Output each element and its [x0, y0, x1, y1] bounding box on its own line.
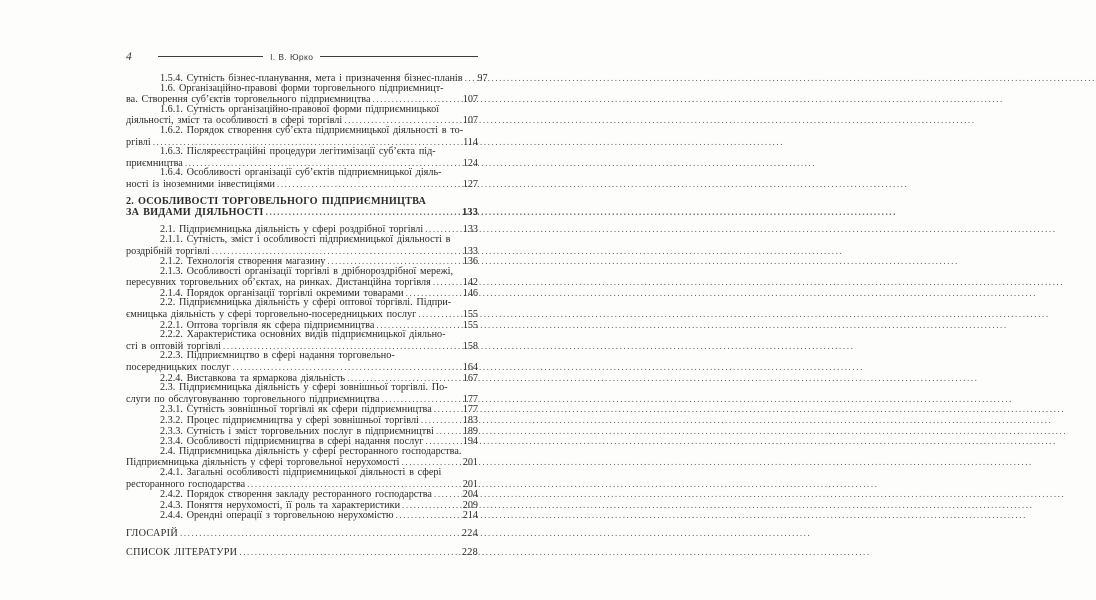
toc-page-ref: 158 [462, 340, 478, 352]
toc-item-entry [126, 84, 478, 105]
toc-item-entry [126, 330, 478, 351]
toc-line [126, 126, 478, 137]
toc-entry-text: 2.2. Підприємницька діяльність у сфері оптової торгівлі. Підпри- [160, 297, 452, 309]
toc-entry-text: 2.1. Підприємницька діяльність у сфері роздрібної торгівлі [160, 224, 424, 236]
toc-entry-text: 2.3.3. Сутність і зміст торговельних послуг в підприємництві [160, 425, 434, 437]
toc-line [126, 447, 478, 458]
toc-line [126, 147, 478, 158]
running-head-group [158, 52, 478, 62]
dot-leader [396, 510, 461, 522]
toc-line [126, 207, 478, 218]
running-head-author: І. В. Юрко [270, 51, 314, 62]
toc-page-ref: 228 [461, 546, 478, 558]
toc-page-ref: 155 [462, 319, 478, 331]
toc-line [126, 235, 478, 246]
toc-page-ref: 146 [462, 287, 478, 299]
toc-line [126, 489, 478, 500]
toc-page-ref: 177 [462, 393, 478, 405]
toc-line [126, 415, 478, 426]
toc-line [126, 330, 478, 341]
toc-entry-text: 1.6.2. Порядок створення суб’єкта підприємницької діяльності в то- [160, 124, 464, 136]
toc-item-entry [126, 105, 478, 126]
toc-line [126, 277, 478, 288]
toc-entry-text: 2.3.1. Сутність зовнішньої торгівлі як сфери підприємництва [160, 404, 432, 416]
toc-line [126, 298, 478, 309]
toc-entry-text: 2.2.2. Характеристика основних видів підприємницької діяльно- [160, 329, 446, 341]
toc-entry-text: ЗА ВИДАМИ ДІЯЛЬНОСТІ [126, 206, 264, 218]
toc-entry-text: 2.2.1. Оптова торгівля як сфера підприємництва [160, 319, 375, 331]
toc-page-ref: 201 [462, 478, 478, 490]
toc-item-entry [126, 404, 478, 415]
toc-page-ref: 189 [462, 425, 478, 437]
toc-entry-text: 2.4.4. Орендні операції з торговельною нерухомістю [160, 510, 394, 522]
running-header [126, 50, 478, 63]
toc-entry-text: 2.1.4. Порядок організації торгівлі окремими товарами [160, 287, 404, 299]
toc-line [126, 468, 478, 479]
toc-page-ref: 136 [462, 256, 478, 268]
toc-line [126, 168, 478, 179]
toc-line [126, 179, 478, 190]
toc-item-entry [126, 267, 478, 288]
toc-item-entry [126, 235, 478, 256]
toc-entry-text: 2.2.3. Підприємництво в сфері надання торговельно- [160, 350, 395, 362]
toc-entry-text: пересувних торговельних об’єктах, на ринках. Дистанційна торгівля [126, 277, 431, 289]
toc-entry-text: 2.1.3. Особливості організації торгівлі в дрібнороздрібної мережі, [160, 265, 454, 277]
toc-page-ref: 224 [461, 528, 478, 540]
toc-entry-text: 2.3. Підприємницька діяльність у сфері зовнішньої торгівлі. По- [160, 382, 448, 394]
table-of-contents [126, 73, 488, 558]
toc-page-ref: 214 [462, 510, 478, 522]
toc-page-ref: 133 [462, 224, 478, 236]
toc-entry-text: діяльності, зміст та особливості в сфері торгівлі [126, 115, 343, 127]
toc-line [126, 84, 478, 95]
toc-page-ref: 107 [462, 115, 478, 127]
toc-line [126, 528, 478, 539]
toc-entry-text: приємництва [126, 157, 183, 169]
toc-line [126, 383, 478, 394]
toc-page-ref: 177 [462, 404, 478, 416]
toc-entry-text: 2. ОСОБЛИВОСТІ ТОРГОВЕЛЬНОГО ПІДПРИЄМНИЦТВА [126, 195, 427, 207]
toc-page-ref: 124 [462, 157, 478, 169]
toc-line [126, 394, 478, 405]
dot-leader [180, 528, 460, 540]
toc-entry-text: роздрібній торгівлі [126, 245, 210, 257]
toc-entry-text: 1.6. Організаційно-правові форми торговельного підприємницт- [160, 82, 444, 94]
toc-item-entry [126, 351, 478, 372]
toc-entry-text: СПИСОК ЛІТЕРАТУРИ [126, 546, 238, 558]
toc-item-entry [126, 168, 478, 189]
toc-line [126, 500, 478, 511]
toc-line [126, 426, 478, 437]
toc-line [126, 404, 478, 415]
toc-page-ref: 114 [463, 136, 478, 148]
toc-line [126, 267, 478, 278]
toc-entry-text: 1.6.3. Післяреєстраційні процедури легітимізації суб’єкта під- [160, 146, 436, 158]
toc-entry-text: 2.4.1. Загальні особливості підприємницької діяльності в сфері [160, 466, 442, 478]
toc-page-ref: 133 [462, 206, 478, 218]
toc-entry-text: 2.3.4. Особливості підприємництва в сфері надання послуг [160, 436, 424, 448]
dot-leader [239, 547, 459, 559]
page-number: 4 [126, 50, 132, 63]
toc-entry-text: 1.5.4. Сутність бізнес-планування, мета і призначення бізнес-планів [160, 73, 463, 84]
toc-entry-text: 2.1.2. Технологія створення магазину [160, 256, 326, 268]
toc-entry-text: 2.1.1. Сутність, зміст і особливості підприємницької діяльності в [160, 233, 451, 245]
toc-page-ref: 155 [462, 309, 478, 321]
dot-leader [266, 207, 461, 218]
toc-item-entry [126, 426, 478, 437]
toc-item-entry [126, 383, 478, 404]
toc-line [126, 196, 478, 207]
toc-line [126, 547, 478, 558]
toc-page-ref: 107 [462, 94, 478, 106]
toc-line [126, 105, 478, 116]
toc-item-entry [126, 500, 478, 511]
toc-item-entry [126, 126, 478, 147]
toc-entry-text: 2.4.2. Порядок створення закладу ресторанного господарства [160, 489, 432, 501]
toc-page-ref: 209 [462, 499, 478, 511]
toc-page-ref: 127 [462, 178, 478, 190]
toc-page-ref: 142 [462, 277, 478, 289]
toc-entry-text: ємницька діяльність у сфері торговельно-посередницьких послуг [126, 309, 417, 321]
toc-entry-text: ГЛОСАРІЙ [126, 528, 178, 540]
toc-page-ref: 164 [462, 362, 478, 374]
toc-item-entry [126, 298, 478, 319]
toc-page-ref: 194 [462, 436, 478, 448]
toc-item-backmatter [126, 547, 478, 558]
toc-entry-text: ва. Створення суб’єктів торговельного підприємництва [126, 94, 371, 106]
toc-entry-text: 2.4.3. Поняття нерухомості, її роль та характеристики [160, 499, 401, 511]
dot-leader [277, 179, 461, 191]
toc-item-entry [126, 147, 478, 168]
toc-entry-text: 2.4. Підприємницька діяльність у сфері ресторанного господарства. [160, 445, 462, 457]
header-rule-left [158, 56, 263, 57]
toc-entry-text: слуги по обслуговуванню торговельного підприємництва [126, 393, 380, 405]
toc-entry-text: сті в оптовій торгівлі [126, 340, 222, 352]
toc-page-ref: 204 [462, 489, 478, 501]
toc-page-ref: 97 [477, 73, 488, 84]
toc-item-entry [126, 447, 478, 468]
toc-line [126, 351, 478, 362]
toc-item-heading [126, 196, 478, 219]
toc-item-entry [126, 510, 478, 521]
toc-page-ref: 183 [462, 415, 478, 426]
toc-page-ref: 167 [462, 372, 478, 384]
toc-entry-text: 1.6.4. Особливості організації суб’єктів підприємницької діяль- [160, 167, 442, 179]
toc-page-ref: 133 [462, 245, 478, 257]
toc-entry-text: Підприємницька діяльність у сфері торговельної нерухомості [126, 457, 400, 469]
toc-line [126, 362, 478, 373]
toc-line [126, 510, 478, 521]
toc-line [126, 309, 478, 320]
toc-entry-text: посередницьких послуг [126, 362, 231, 374]
toc-entry-text: ності із іноземними інвестиціями [126, 178, 275, 190]
toc-entry-text: 1.6.1. Сутність організаційно-правової форми підприємницької [160, 103, 440, 115]
toc-page-ref: 201 [462, 457, 478, 469]
toc-item-entry [126, 489, 478, 500]
toc-line [126, 479, 478, 490]
toc-entry-text: 2.3.2. Процес підприємництва у сфері зовнішньої торгівлі [160, 415, 419, 426]
dot-leader [465, 73, 471, 85]
toc-item-entry [126, 468, 478, 489]
toc-entry-text: ресторанного господарства [126, 478, 246, 490]
toc-line [126, 246, 478, 257]
toc-entry-text: ргівлі [126, 136, 151, 148]
toc-entry-text: 2.2.4. Виставкова та ярмаркова діяльність [160, 372, 346, 384]
toc-item-entry [126, 415, 478, 426]
header-rule-right [320, 56, 478, 57]
toc-item-backmatter [126, 528, 478, 539]
